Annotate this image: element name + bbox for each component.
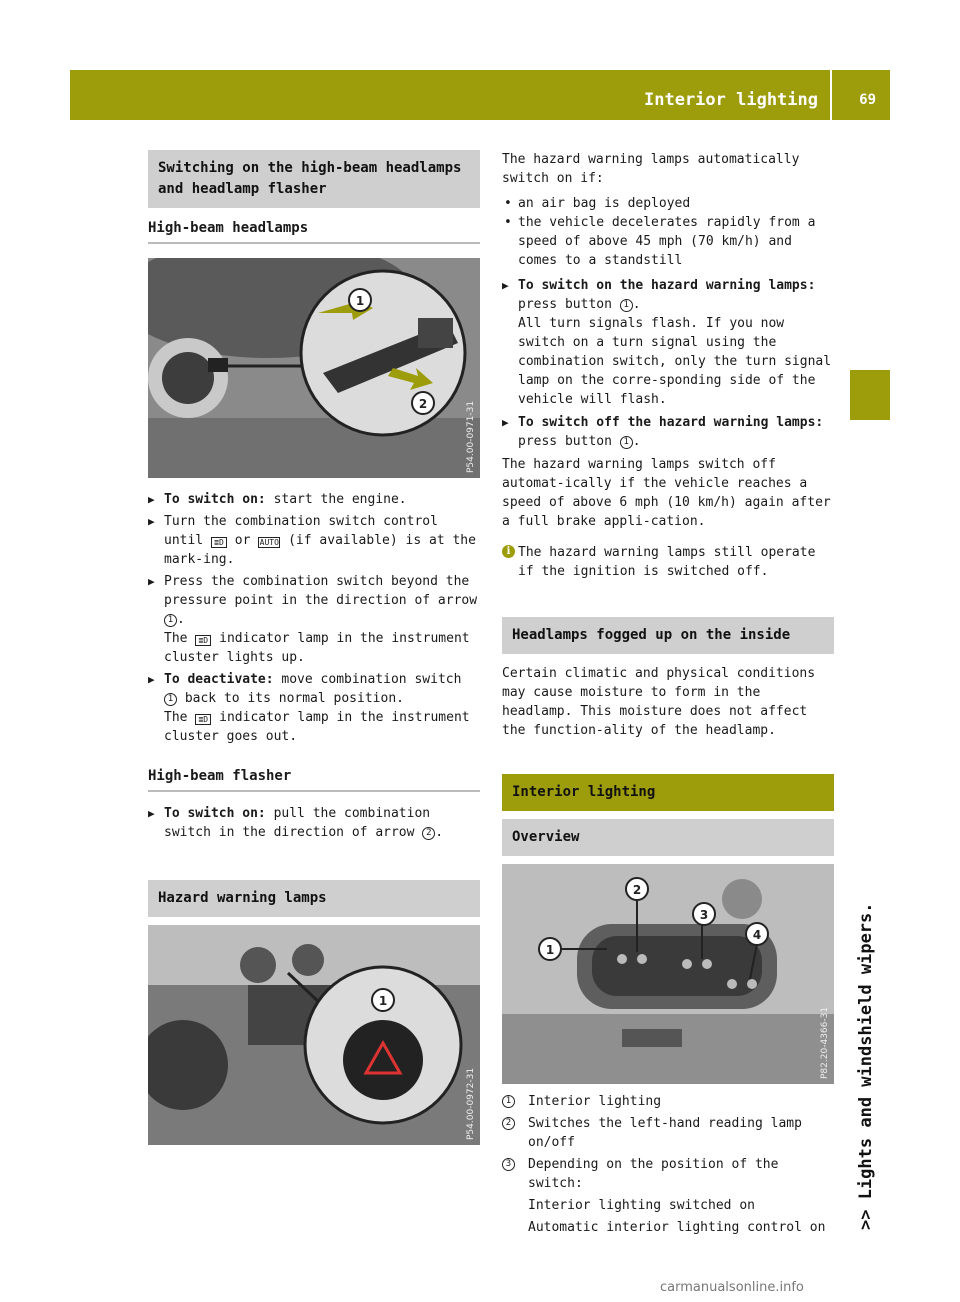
section-title-hazard: Hazard warning lamps — [148, 880, 480, 917]
header-divider — [830, 70, 832, 120]
arrow-right-icon: ▶ — [502, 416, 509, 429]
info-icon: i — [502, 545, 515, 558]
arrow-right-icon: ▶ — [148, 673, 155, 686]
subheading-high-beam-headlamps: High-beam headlamps — [148, 220, 480, 244]
svg-text:P54.00-0972-31: P54.00-0972-31 — [466, 1067, 476, 1140]
section-title-interior-lighting: Interior lighting — [502, 774, 834, 811]
figure-overhead-console — [502, 864, 834, 1084]
fogged-text: Certain climatic and physical conditions may cause moisture to form in the headlamp. This moisture does not affect the function-ality of the headlamp. — [502, 666, 816, 738]
arrow-right-icon: ▶ — [502, 279, 509, 292]
legend-item: 2 Switches the left-hand reading lamp on/off — [502, 1114, 834, 1152]
right-column — [502, 150, 834, 1237]
arrow-right-icon: ▶ — [148, 515, 155, 528]
svg-text:2: 2 — [632, 883, 642, 897]
combination-switch-illustration — [148, 258, 480, 478]
legend-detail: Interior lighting switched on — [528, 1198, 755, 1213]
info-note: i The hazard warning lamps still operate if the ignition is switched off. — [502, 543, 834, 581]
page-header-title: Interior lighting — [644, 90, 818, 110]
step-deactivate: ▶ To deactivate: move combination switch 1 back to its normal position. The ≣D indicator lamp in the instrument cluster goes out. — [148, 672, 470, 744]
step-switch-on: ▶ To switch on: start the engine. — [148, 492, 407, 507]
header-bar — [70, 70, 890, 120]
step-hazard-off: ▶ To switch off the hazard warning lamps: press button 1 . — [502, 415, 824, 449]
svg-text:P54.00-0971-31: P54.00-0971-31 — [466, 400, 476, 473]
list-item: • the vehicle decelerates rapidly from a speed of above 45 mph (70 km/h) and comes to a standstill — [504, 215, 816, 268]
section-title-overview: Overview — [502, 819, 834, 856]
chapter-title-vertical: >> Lights and windshield wipers. — [856, 902, 876, 1230]
list-item: • an air bag is deployed — [504, 196, 691, 211]
svg-text:1: 1 — [378, 994, 388, 1008]
subheading-high-beam-flasher: High-beam flasher — [148, 768, 480, 792]
section-title-fogged: Headlamps fogged up on the inside — [502, 617, 834, 654]
legend-detail: Automatic interior lighting control on — [528, 1220, 826, 1235]
high-beam-icon: ≣D — [195, 714, 211, 725]
step-hazard-on: ▶ To switch on the hazard warning lamps: press button 1 . All turn signals flash. If you now switch on a turn signal using the combination switch, only the turn signal lamp on the corre-sponding side of the vehicle will flash. — [502, 278, 832, 407]
high-beam-icon: ≣D — [195, 635, 211, 646]
arrow-right-icon: ▶ — [148, 807, 155, 820]
hazard-auto-off-text: The hazard warning lamps switch off automat-ically if the vehicle reaches a speed of above 6 mph (10 km/h) again after a full brake appli-cation. — [502, 457, 831, 529]
arrow-right-icon: ▶ — [148, 493, 155, 506]
high-beam-icon: ≣D — [211, 537, 227, 548]
auto-icon: AUTO — [259, 538, 279, 547]
page-number: 69 — [859, 92, 876, 108]
svg-text:4: 4 — [752, 928, 762, 942]
svg-text:1: 1 — [355, 294, 365, 308]
legend-item: 1 Interior lighting — [502, 1092, 834, 1111]
step-press-switch: ▶ Press the combination switch beyond the pressure point in the direction of arrow 1 . The ≣D indicator lamp in the instrument cluster lights up. — [148, 574, 478, 665]
hazard-intro: The hazard warning lamps automatically switch on if: — [502, 152, 800, 186]
chapter-tab — [850, 370, 890, 420]
svg-text:P82.20-4366-31: P82.20-4366-31 — [820, 1006, 830, 1079]
hazard-button-illustration — [148, 925, 480, 1145]
overhead-console-illustration — [502, 864, 834, 1084]
figure-combination-switch — [148, 258, 480, 478]
step-turn-switch: ▶ Turn the combination switch control until ≣D or AUTO (if available) is at the mark-ing. — [148, 514, 476, 567]
watermark: carmanualsonline.info — [660, 1280, 804, 1295]
step-flasher-on: ▶ To switch on: pull the combination switch in the direction of arrow 2 . — [148, 806, 444, 840]
svg-text:3: 3 — [699, 908, 709, 922]
legend-item: 3 Depending on the position of the switch: — [502, 1155, 834, 1193]
arrow-right-icon: ▶ — [148, 575, 155, 588]
left-column — [148, 150, 480, 1145]
section-title-high-beam: Switching on the high-beam headlamps and headlamp flasher — [148, 150, 480, 208]
svg-text:2: 2 — [418, 397, 428, 411]
svg-text:1: 1 — [545, 943, 555, 957]
figure-hazard-button — [148, 925, 480, 1145]
